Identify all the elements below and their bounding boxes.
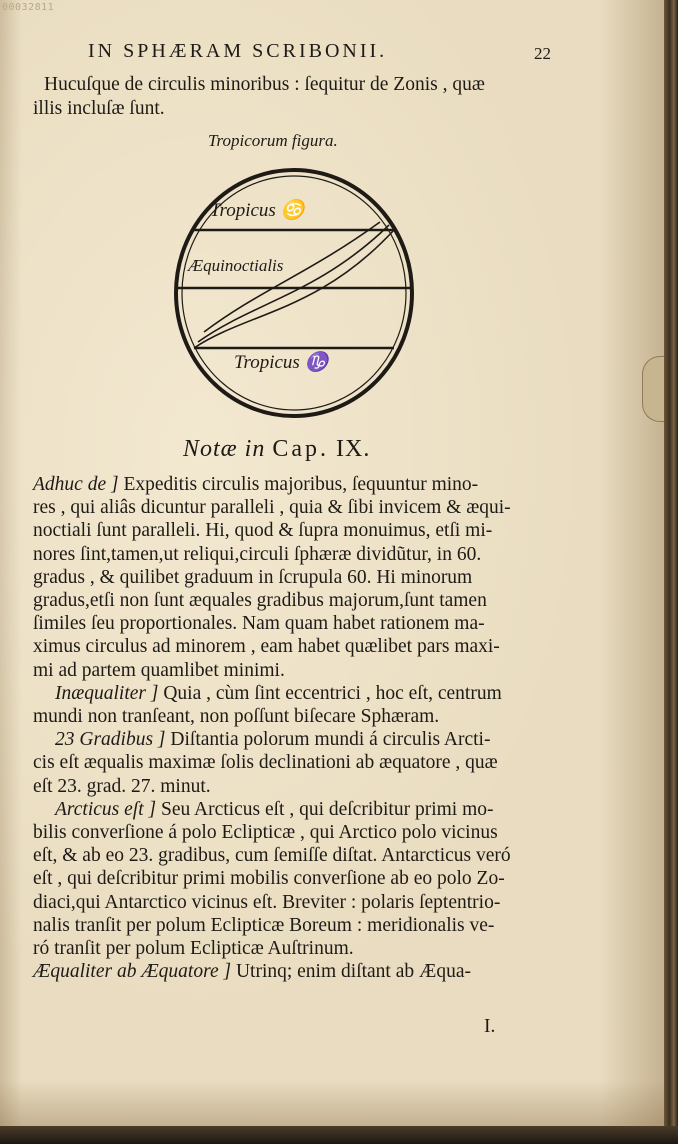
text-line [33, 520, 565, 542]
text-line [33, 868, 565, 890]
scan-id-stamp: 00032811 [2, 2, 55, 13]
text-line [33, 497, 565, 519]
line-text: diaci,qui Antarctico vicinus eſt. Breviter : polaris ſeptentrio- [33, 891, 501, 913]
ecliptic-band-line [204, 222, 380, 332]
line-text: bilis converſione á polo Eclipticæ , qui Arctico polo vicinus [33, 822, 498, 843]
lemma: 23 Gradibus ] [55, 729, 166, 751]
lemma: Inæqualiter ] [55, 682, 159, 704]
line-text: nalis tranſit per polum Eclipticæ Boreum : meridionalis ve- [33, 914, 495, 936]
text-line [33, 845, 565, 867]
text-line [55, 729, 587, 751]
text-line [33, 567, 565, 589]
book-edge-right [664, 0, 678, 1144]
text-line [33, 544, 565, 566]
catchword: I. [484, 1016, 496, 1037]
text-line [33, 706, 565, 728]
page-number: 22 [534, 44, 551, 63]
line-text: Quia , cùm ſint eccentrici , hoc eſt, centrum [158, 682, 502, 704]
line-text: Seu Arcticus eſt , qui deſcribitur primi mo- [156, 798, 494, 820]
lemma: Adhuc de ] [33, 474, 119, 495]
line-text: mundi non tranſeant, non poſſunt biſecare Sphæram. [33, 706, 440, 727]
label-tropic-of-cancer: Tropicus ♋ [210, 200, 305, 221]
text-line [33, 961, 565, 983]
line-text: eſt , qui deſcribitur primi mobilis converſione ab eo polo Zo- [33, 868, 505, 890]
text-line [33, 636, 565, 658]
text-line [33, 590, 565, 612]
text-line [33, 822, 565, 844]
text-line [33, 938, 565, 960]
text-line [33, 892, 565, 914]
text-line [55, 683, 587, 705]
lemma: Æqualiter ab Æquatore ] [33, 961, 232, 983]
line-text: ximus circulus ad minorem , eam habet quælibet pars maxi- [33, 636, 500, 658]
text-line [33, 613, 565, 635]
intro-line: illis incluſæ ſunt. [33, 98, 165, 119]
section-title-italic: Notæ in [183, 436, 266, 462]
text-line [33, 752, 565, 774]
section-title [183, 436, 370, 463]
line-text: eſt, & ab eo 23. gradibus, cum ſemiſſe diſtat. Antarcticus veró [33, 845, 511, 867]
text-line [55, 799, 587, 821]
text-line [33, 915, 565, 937]
book-edge-bottom [0, 1126, 678, 1144]
section-title-chapter: Cap. [272, 436, 330, 462]
line-text: ró tranſit per polum Eclipticæ Auſtrinum. [33, 938, 354, 959]
tropics-diagram [168, 162, 420, 422]
line-text: cis eſt æqualis maximæ ſolis declinationi ab æquatore , quæ [33, 752, 498, 774]
ecliptic-band-line [198, 225, 389, 342]
line-text: Expeditis circulis majoribus, ſequuntur mino- [118, 474, 479, 495]
line-text: nores ſint,tamen,ut reliqui,circuli ſphæræ dividũtur, in 60. [33, 543, 482, 565]
running-head: IN SPHÆRAM SCRIBONII. [88, 40, 388, 62]
label-equator: Æquinoctialis [188, 256, 284, 275]
line-text: res , qui aliâs dicuntur paralleli , quia & ſibi invicem & æqui- [33, 497, 511, 519]
section-title-numeral: IX. [336, 436, 371, 462]
line-text: noctiali ſunt paralleli. Hi, quod & ſupra monuimus, etſi mi- [33, 520, 493, 542]
text-line [33, 474, 565, 496]
text-line [33, 660, 565, 682]
lemma: Arcticus eſt ] [55, 798, 157, 820]
line-text: gradus , & quilibet graduum in ſcrupula 60. Hi minorum [33, 566, 473, 588]
figure-caption: Tropicorum figura. [208, 131, 338, 150]
line-text: eſt 23. grad. 27. minut. [33, 775, 211, 797]
line-text: mi ad partem quamlibet minimi. [33, 659, 285, 681]
line-text: Diſtantia polorum mundi á circulis Arcti- [165, 729, 491, 751]
text-line [33, 776, 565, 798]
line-text: ſimiles ſeu proportionales. Nam quam habet rationem ma- [33, 613, 485, 635]
line-text: gradus,etſi non ſunt æquales gradibus majorum,ſunt tamen [33, 590, 487, 611]
line-text: Utrinq; enim diſtant ab Æqua- [231, 961, 471, 983]
intro-line: Hucuſque de circulis minoribus : ſequitur de Zonis , quæ [44, 74, 485, 95]
label-tropic-of-capricorn: Tropicus ♑ [234, 352, 329, 373]
